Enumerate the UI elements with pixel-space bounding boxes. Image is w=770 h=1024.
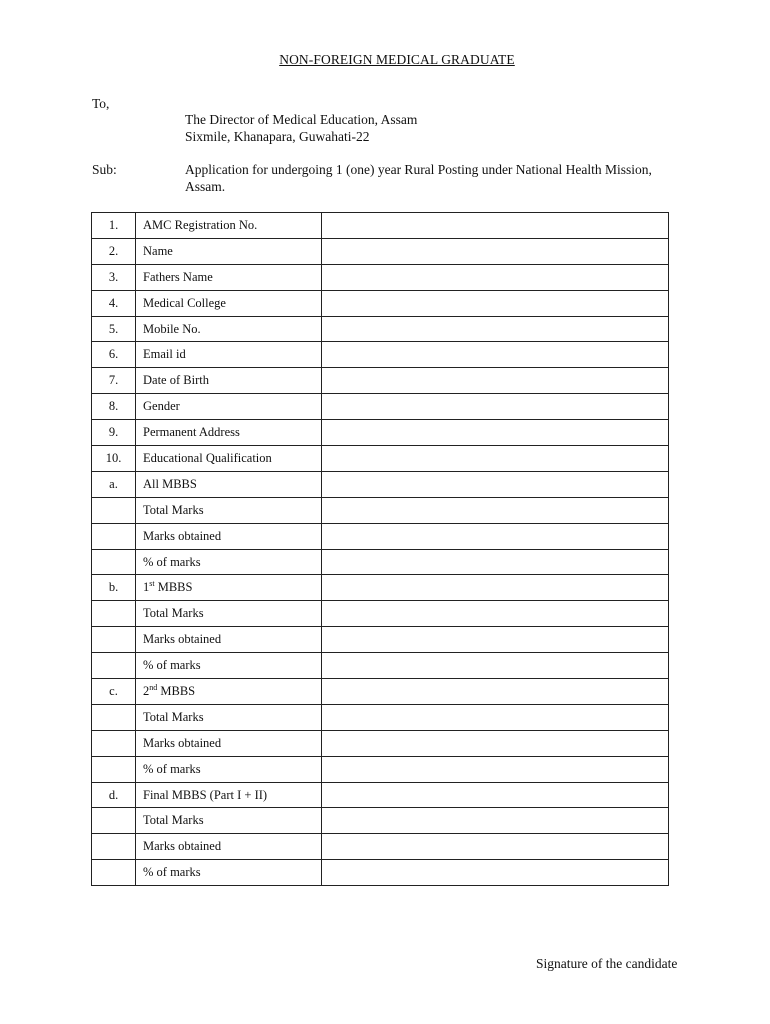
subject-label: Sub: bbox=[92, 162, 117, 177]
table-row bbox=[92, 446, 669, 472]
field-label bbox=[136, 523, 322, 549]
table-row bbox=[92, 342, 669, 368]
row-number: 1. bbox=[92, 213, 136, 239]
field-value-cell[interactable] bbox=[322, 238, 669, 264]
ordinal-suffix: st bbox=[149, 579, 155, 589]
field-label-text: % of marks bbox=[143, 865, 201, 880]
field-label-text: % of marks bbox=[143, 658, 201, 673]
row-number: 8. bbox=[92, 394, 136, 420]
table-row bbox=[92, 782, 669, 808]
field-label-text: Date of Birth bbox=[143, 373, 209, 388]
field-value-cell[interactable] bbox=[322, 860, 669, 886]
field-value-cell[interactable] bbox=[322, 549, 669, 575]
row-number bbox=[92, 653, 136, 679]
ordinal-suffix: nd bbox=[149, 682, 158, 692]
field-label-text: Marks obtained bbox=[143, 839, 222, 854]
field-label-text: % of marks bbox=[143, 761, 201, 776]
page-title: NON-FOREIGN MEDICAL GRADUATE bbox=[279, 52, 515, 67]
subject-text: Application for undergoing 1 (one) year Rural Posting under National Health Mission, Assam. bbox=[185, 162, 652, 194]
table-row bbox=[92, 316, 669, 342]
field-label-text: Marks obtained bbox=[143, 735, 222, 750]
field-label bbox=[136, 446, 322, 472]
row-number: d. bbox=[92, 782, 136, 808]
field-label bbox=[136, 756, 322, 782]
table-row bbox=[92, 523, 669, 549]
field-label-text: Mobile No. bbox=[143, 321, 201, 336]
field-value-cell[interactable] bbox=[322, 679, 669, 705]
field-label-text: Fathers Name bbox=[143, 269, 213, 284]
recipient-address bbox=[185, 112, 417, 145]
field-label-text: Total Marks bbox=[143, 813, 204, 828]
table-row bbox=[92, 471, 669, 497]
field-value-cell[interactable] bbox=[322, 213, 669, 239]
field-label-text: All MBBS bbox=[143, 476, 197, 491]
field-label bbox=[136, 420, 322, 446]
row-number: a. bbox=[92, 471, 136, 497]
row-number bbox=[92, 730, 136, 756]
table-row bbox=[92, 730, 669, 756]
row-number bbox=[92, 523, 136, 549]
field-label bbox=[136, 704, 322, 730]
signature-label: Signature of the candidate bbox=[536, 956, 678, 971]
table-row bbox=[92, 808, 669, 834]
field-label-text: Educational Qualification bbox=[143, 450, 272, 465]
table-row bbox=[92, 290, 669, 316]
application-form-table bbox=[91, 212, 669, 886]
table-row bbox=[92, 238, 669, 264]
field-label bbox=[136, 834, 322, 860]
field-label bbox=[136, 342, 322, 368]
field-label-text: Gender bbox=[143, 399, 180, 414]
field-label-text: Total Marks bbox=[143, 709, 204, 724]
row-number bbox=[92, 808, 136, 834]
field-value-cell[interactable] bbox=[322, 471, 669, 497]
field-value-cell[interactable] bbox=[322, 782, 669, 808]
field-label-text: Total Marks bbox=[143, 502, 204, 517]
field-label-text: Email id bbox=[143, 347, 186, 362]
row-number bbox=[92, 549, 136, 575]
row-number bbox=[92, 601, 136, 627]
row-number bbox=[92, 860, 136, 886]
field-value-cell[interactable] bbox=[322, 756, 669, 782]
table-row bbox=[92, 213, 669, 239]
row-number bbox=[92, 834, 136, 860]
field-label bbox=[136, 653, 322, 679]
row-number: c. bbox=[92, 679, 136, 705]
table-row bbox=[92, 575, 669, 601]
field-value-cell[interactable] bbox=[322, 601, 669, 627]
field-label bbox=[136, 368, 322, 394]
address-line-1: The Director of Medical Education, Assam bbox=[185, 112, 418, 127]
field-label bbox=[136, 213, 322, 239]
table-row bbox=[92, 601, 669, 627]
table-row bbox=[92, 368, 669, 394]
table-row bbox=[92, 627, 669, 653]
field-value-cell[interactable] bbox=[322, 368, 669, 394]
field-label bbox=[136, 575, 322, 601]
field-label-text: Marks obtained bbox=[143, 528, 222, 543]
row-number: 9. bbox=[92, 420, 136, 446]
table-row bbox=[92, 834, 669, 860]
row-number bbox=[92, 627, 136, 653]
address-line-2: Sixmile, Khanapara, Guwahati-22 bbox=[185, 128, 370, 144]
field-value-cell[interactable] bbox=[322, 497, 669, 523]
field-label bbox=[136, 497, 322, 523]
field-value-cell[interactable] bbox=[322, 808, 669, 834]
row-number bbox=[92, 704, 136, 730]
table-row bbox=[92, 860, 669, 886]
field-label bbox=[136, 316, 322, 342]
field-label-text: Final MBBS (Part I + II) bbox=[143, 787, 268, 802]
field-label-text: Name bbox=[143, 243, 173, 258]
field-value-cell[interactable] bbox=[322, 730, 669, 756]
table-row bbox=[92, 497, 669, 523]
field-value-cell[interactable] bbox=[322, 446, 669, 472]
field-label bbox=[136, 730, 322, 756]
field-label bbox=[136, 627, 322, 653]
field-label-text: Total Marks bbox=[143, 606, 204, 621]
table-row bbox=[92, 653, 669, 679]
field-label-rest: MBBS bbox=[154, 580, 193, 595]
field-label bbox=[136, 549, 322, 575]
field-value-cell[interactable] bbox=[322, 290, 669, 316]
field-value-cell[interactable] bbox=[322, 575, 669, 601]
field-value-cell[interactable] bbox=[322, 264, 669, 290]
field-label-text: 1 bbox=[143, 580, 150, 595]
row-number: b. bbox=[92, 575, 136, 601]
field-label bbox=[136, 601, 322, 627]
table-row bbox=[92, 549, 669, 575]
field-label-text: AMC Registration No. bbox=[143, 217, 258, 232]
table-row bbox=[92, 679, 669, 705]
to-label: To, bbox=[92, 96, 110, 111]
field-label-text: Medical College bbox=[143, 295, 226, 310]
field-value-cell[interactable] bbox=[322, 342, 669, 368]
field-value-cell[interactable] bbox=[322, 627, 669, 653]
field-label bbox=[136, 264, 322, 290]
row-number: 6. bbox=[92, 342, 136, 368]
row-number: 2. bbox=[92, 238, 136, 264]
field-value-cell[interactable] bbox=[322, 420, 669, 446]
row-number: 5. bbox=[92, 316, 136, 342]
field-label-text: 2 bbox=[143, 683, 150, 698]
row-number: 7. bbox=[92, 368, 136, 394]
field-label bbox=[136, 808, 322, 834]
field-label bbox=[136, 290, 322, 316]
table-row bbox=[92, 756, 669, 782]
table-row bbox=[92, 420, 669, 446]
field-value-cell[interactable] bbox=[322, 523, 669, 549]
field-value-cell[interactable] bbox=[322, 653, 669, 679]
field-label bbox=[136, 679, 322, 705]
table-row bbox=[92, 394, 669, 420]
table-row bbox=[92, 704, 669, 730]
row-number bbox=[92, 756, 136, 782]
field-value-cell[interactable] bbox=[322, 316, 669, 342]
row-number bbox=[92, 497, 136, 523]
field-label bbox=[136, 394, 322, 420]
table-row bbox=[92, 264, 669, 290]
field-label bbox=[136, 238, 322, 264]
field-label-text: Marks obtained bbox=[143, 632, 222, 647]
field-value-cell[interactable] bbox=[322, 394, 669, 420]
row-number: 10. bbox=[92, 446, 136, 472]
field-label bbox=[136, 471, 322, 497]
field-label bbox=[136, 782, 322, 808]
field-label-text: % of marks bbox=[143, 554, 201, 569]
field-value-cell[interactable] bbox=[322, 704, 669, 730]
row-number: 3. bbox=[92, 264, 136, 290]
field-value-cell[interactable] bbox=[322, 834, 669, 860]
field-label-text: Permanent Address bbox=[143, 425, 240, 440]
field-label bbox=[136, 860, 322, 886]
row-number: 4. bbox=[92, 290, 136, 316]
field-label-rest: MBBS bbox=[157, 683, 196, 698]
